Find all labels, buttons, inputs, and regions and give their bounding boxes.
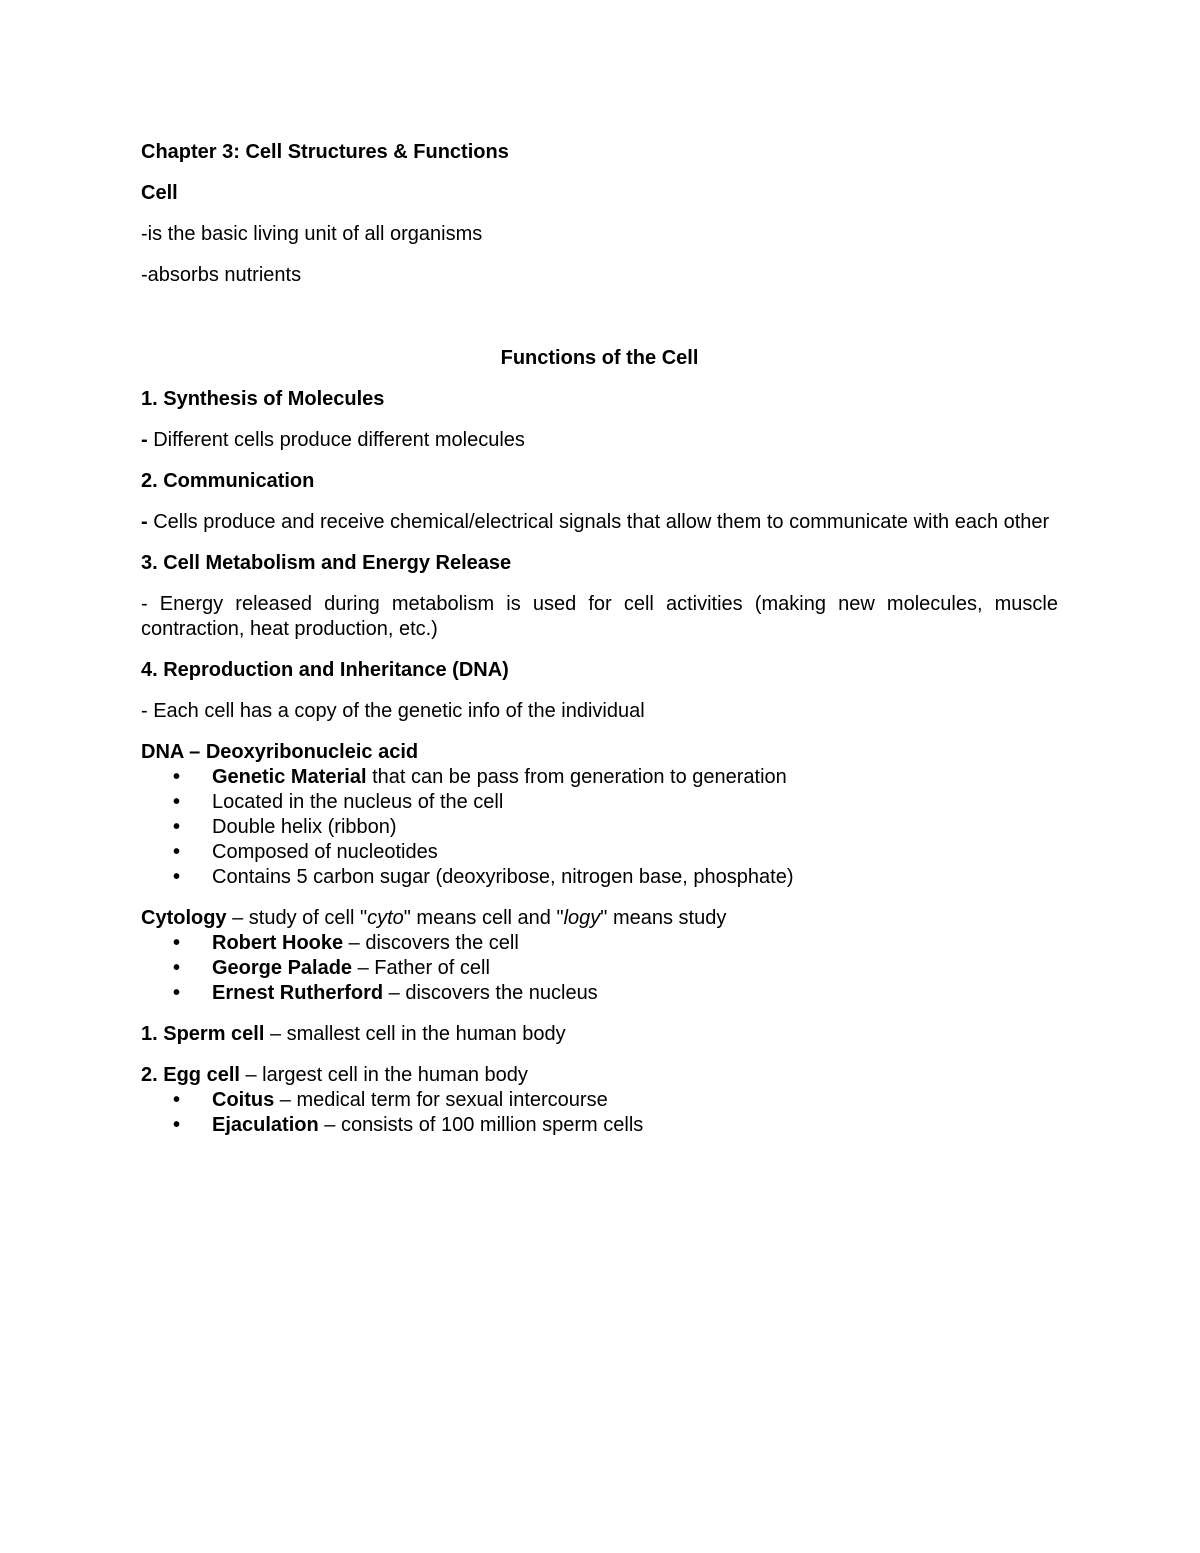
list-item xyxy=(141,865,1058,890)
bullet-text: Located in the nucleus of the cell xyxy=(212,791,504,813)
function-desc-text: Different cells produce different molecules xyxy=(147,429,525,451)
cell-heading: Cell xyxy=(141,182,178,204)
bullet-text: Composed of nucleotides xyxy=(212,841,438,863)
chapter-title: Chapter 3: Cell Structures & Functions xyxy=(141,141,509,163)
function-title-1: 1. Synthesis of Molecules xyxy=(141,388,385,410)
bullet-text: that can be pass from generation to generation xyxy=(366,766,787,788)
cell-name: 1. Sperm cell xyxy=(141,1023,265,1045)
egg-cell-line xyxy=(141,1063,1058,1088)
cytology-text: – study of cell " xyxy=(226,907,368,929)
cytology-definition xyxy=(141,906,1058,931)
function-desc-3: - Energy released during metabolism is used for cell activities (making new molecules, muscle contraction, heat production, etc.) xyxy=(141,593,1058,640)
list-item xyxy=(141,1088,1058,1113)
bullet-text: Double helix (ribbon) xyxy=(212,816,397,838)
cell-name: 2. Egg cell xyxy=(141,1064,240,1086)
cytology-text: " means cell and " xyxy=(403,907,564,929)
functions-heading: Functions of the Cell xyxy=(500,347,699,369)
cell-absorbs: -absorbs nutrients xyxy=(141,264,302,286)
dna-heading: DNA – Deoxyribonucleic acid xyxy=(141,741,419,763)
scientists-bullet-list xyxy=(141,931,1058,1006)
sperm-cell-line xyxy=(141,1022,1058,1047)
bullet-text: – medical term for sexual intercourse xyxy=(274,1089,608,1111)
bullet-bold: Robert Hooke xyxy=(212,932,344,954)
bullet-text: – Father of cell xyxy=(352,957,490,979)
list-item xyxy=(141,981,1058,1006)
cytology-text: " means study xyxy=(600,907,727,929)
list-item xyxy=(141,931,1058,956)
function-title-3: 3. Cell Metabolism and Energy Release xyxy=(141,552,512,574)
bullet-bold: Coitus xyxy=(212,1089,275,1111)
function-desc-text: Cells produce and receive chemical/electrical signals that allow them to communicate with each other xyxy=(147,511,1050,533)
cell-desc: – largest cell in the human body xyxy=(239,1064,528,1086)
cytology-italic: cyto xyxy=(367,907,404,929)
function-desc-4: - Each cell has a copy of the genetic info of the individual xyxy=(141,700,645,722)
list-item xyxy=(141,815,1058,840)
cell-desc: – smallest cell in the human body xyxy=(264,1023,566,1045)
terms-bullet-list xyxy=(141,1088,1058,1138)
function-title-4: 4. Reproduction and Inheritance (DNA) xyxy=(141,659,509,681)
list-item xyxy=(141,956,1058,981)
dash: - xyxy=(141,429,148,451)
function-desc-2 xyxy=(141,510,1058,535)
bullet-text: – discovers the cell xyxy=(343,932,519,954)
list-item xyxy=(141,840,1058,865)
bullet-bold: Ejaculation xyxy=(212,1114,319,1136)
cytology-italic: logy xyxy=(563,907,601,929)
bullet-bold: Genetic Material xyxy=(212,766,367,788)
cytology-term: Cytology xyxy=(141,907,227,929)
cell-definition: -is the basic living unit of all organisms xyxy=(141,223,483,245)
list-item xyxy=(141,1113,1058,1138)
function-desc-1 xyxy=(141,428,1058,453)
list-item xyxy=(141,790,1058,815)
bullet-bold: Ernest Rutherford xyxy=(212,982,384,1004)
dna-bullet-list xyxy=(141,765,1058,890)
bullet-text: Contains 5 carbon sugar (deoxyribose, nitrogen base, phosphate) xyxy=(212,866,794,888)
bullet-bold: George Palade xyxy=(212,957,353,979)
function-title-2: 2. Communication xyxy=(141,470,315,492)
dash: - xyxy=(141,511,148,533)
bullet-text: – consists of 100 million sperm cells xyxy=(318,1114,644,1136)
bullet-text: – discovers the nucleus xyxy=(383,982,598,1004)
document-content xyxy=(141,140,1058,1138)
list-item xyxy=(141,765,1058,790)
